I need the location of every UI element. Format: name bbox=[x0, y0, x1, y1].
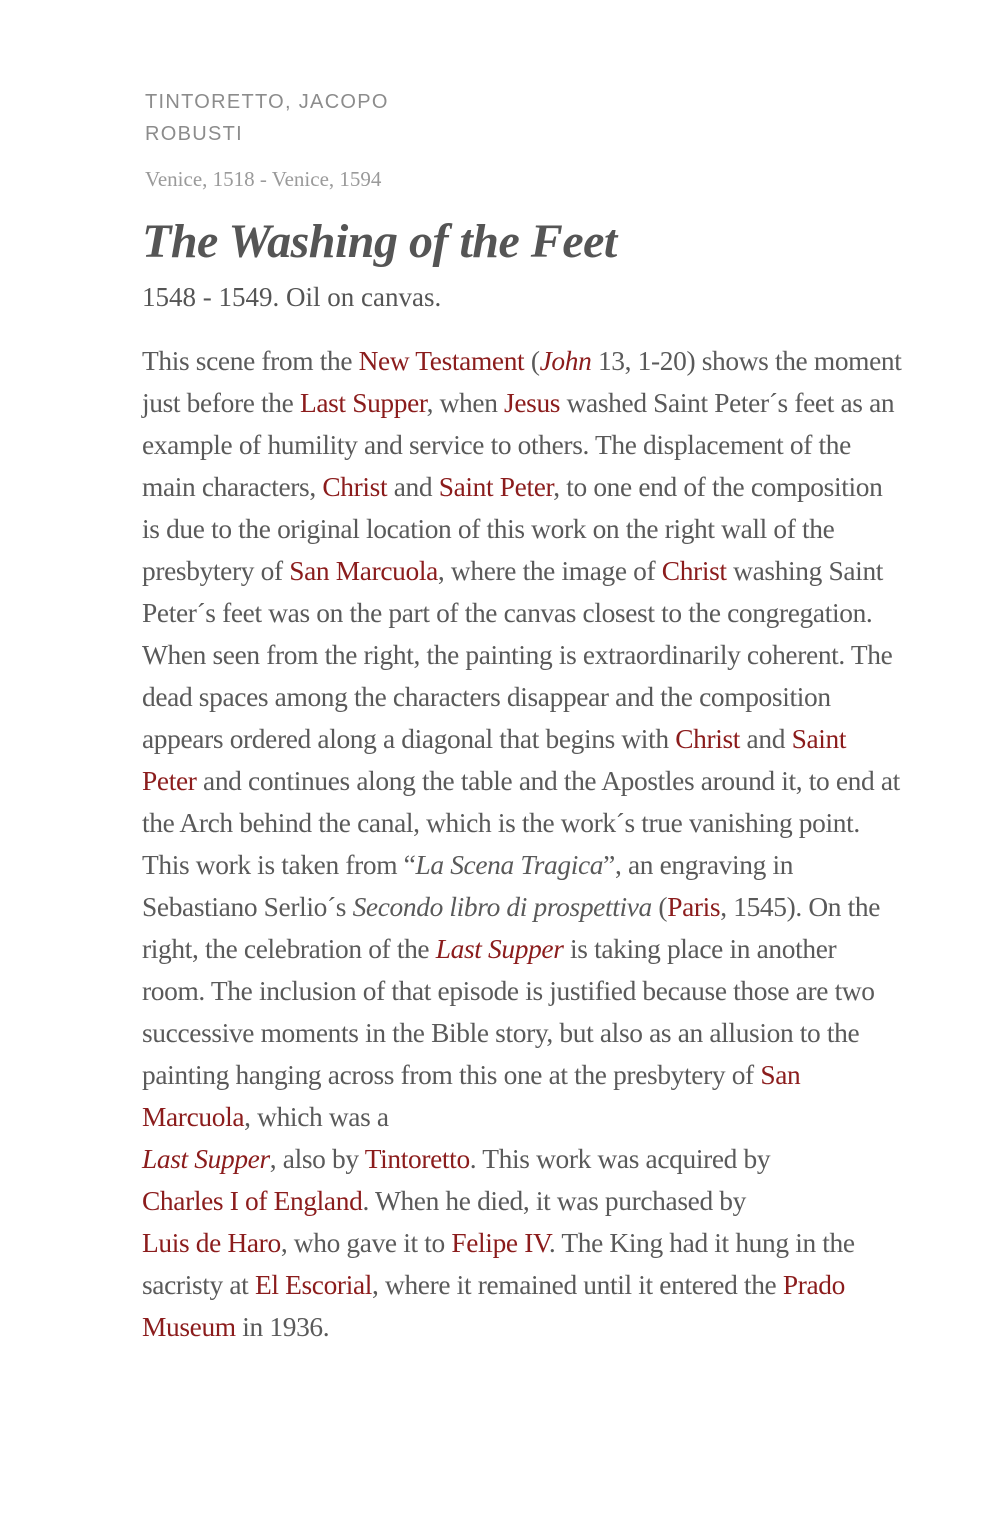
description-text: ( bbox=[651, 892, 668, 922]
description-text: , where it remained until it entered the bbox=[372, 1270, 783, 1300]
artwork-description bbox=[142, 340, 902, 1348]
description-text: and continues along the table and the Apostles around it, to end at the Arch behind the canal, which is the work´s true vanishing point. This work is taken from “ bbox=[142, 766, 900, 880]
description-text: 13, 1-20) shows the moment just before the bbox=[142, 346, 902, 418]
description-text: . This work was acquired by bbox=[469, 1144, 771, 1174]
link-last-supper-italic[interactable]: Last Supper bbox=[435, 934, 564, 964]
artwork-title: The Washing of the Feet bbox=[142, 215, 617, 268]
link-paris[interactable]: Paris bbox=[667, 892, 721, 922]
description-text: , 1545). On the right, the celebration of the bbox=[142, 892, 881, 964]
description-text: and bbox=[387, 472, 439, 502]
description-text: , to one end of the composition is due to the original location of this work on the right wall of the presbytery of bbox=[142, 472, 883, 586]
link-san-marcuola[interactable]: San Marcuola bbox=[289, 556, 438, 586]
description-text: . When he died, it was purchased by bbox=[362, 1186, 746, 1216]
description-text: This scene from the bbox=[142, 346, 359, 376]
link-tintoretto[interactable]: Tintoretto bbox=[364, 1144, 470, 1174]
artwork-date-technique: 1548 - 1549. Oil on canvas. bbox=[142, 282, 442, 312]
description-text: washing Saint Peter´s feet was on the part of the canvas closest to the congregation. When seen from the right, the painting is extraordinarily coherent. The dead spaces among the characters disappear and the composition appears ordered along a diagonal that begins with bbox=[142, 556, 893, 754]
link-san-marcuola[interactable]: San Marcuola bbox=[142, 1060, 801, 1132]
description-text: . The King had it hung in the sacristy at bbox=[142, 1228, 855, 1300]
description-text: and bbox=[740, 724, 792, 754]
link-luis-de-haro[interactable]: Luis de Haro bbox=[142, 1228, 281, 1258]
link-jesus[interactable]: Jesus bbox=[504, 388, 561, 418]
description-text: , which was a bbox=[244, 1102, 389, 1132]
description-text: , who gave it to bbox=[280, 1228, 452, 1258]
link-saint-peter[interactable]: Saint Peter bbox=[438, 472, 554, 502]
link-prado-museum[interactable]: Prado Museum bbox=[142, 1270, 845, 1342]
link-john[interactable]: John bbox=[539, 346, 592, 376]
description-text: ( bbox=[524, 346, 540, 376]
description-text: , where the image of bbox=[437, 556, 662, 586]
description-text: in 1936. bbox=[235, 1312, 330, 1342]
link-last-supper[interactable]: Last Supper bbox=[299, 388, 427, 418]
link-christ[interactable]: Christ bbox=[322, 472, 388, 502]
link-christ[interactable]: Christ bbox=[661, 556, 727, 586]
description-text: , also by bbox=[269, 1144, 365, 1174]
italic-secondo-libro: Secondo libro di prospettiva bbox=[352, 892, 652, 922]
link-el-escorial[interactable]: El Escorial bbox=[254, 1270, 373, 1300]
description-text: , when bbox=[426, 388, 505, 418]
link-christ[interactable]: Christ bbox=[675, 724, 741, 754]
description-text: ”, an engraving in Sebastiano Serlio´s bbox=[142, 850, 794, 922]
link-new-testament[interactable]: New Testament bbox=[358, 346, 525, 376]
description-text: is taking place in another room. The inclusion of that episode is justified because those are two successive moments in the Bible story, but also as an allusion to the painting hanging across from this one at the presbytery of bbox=[142, 934, 875, 1090]
link-charles-i-of-england[interactable]: Charles I of England bbox=[142, 1186, 363, 1216]
italic-la-scena-tragica: La Scena Tragica bbox=[415, 850, 604, 880]
description-text: washed Saint Peter´s feet as an example of humility and service to others. The displacement of the main characters, bbox=[142, 388, 895, 502]
artist-name[interactable]: TINTORETTO, JACOPO ROBUSTI bbox=[145, 91, 389, 145]
artwork-info-panel bbox=[142, 86, 902, 1348]
link-saint-peter[interactable]: Saint Peter bbox=[142, 724, 847, 796]
artist-life-dates: Venice, 1518 - Venice, 1594 bbox=[145, 167, 382, 191]
link-last-supper-italic[interactable]: Last Supper bbox=[142, 1144, 270, 1174]
link-felipe-iv[interactable]: Felipe IV bbox=[451, 1228, 549, 1258]
